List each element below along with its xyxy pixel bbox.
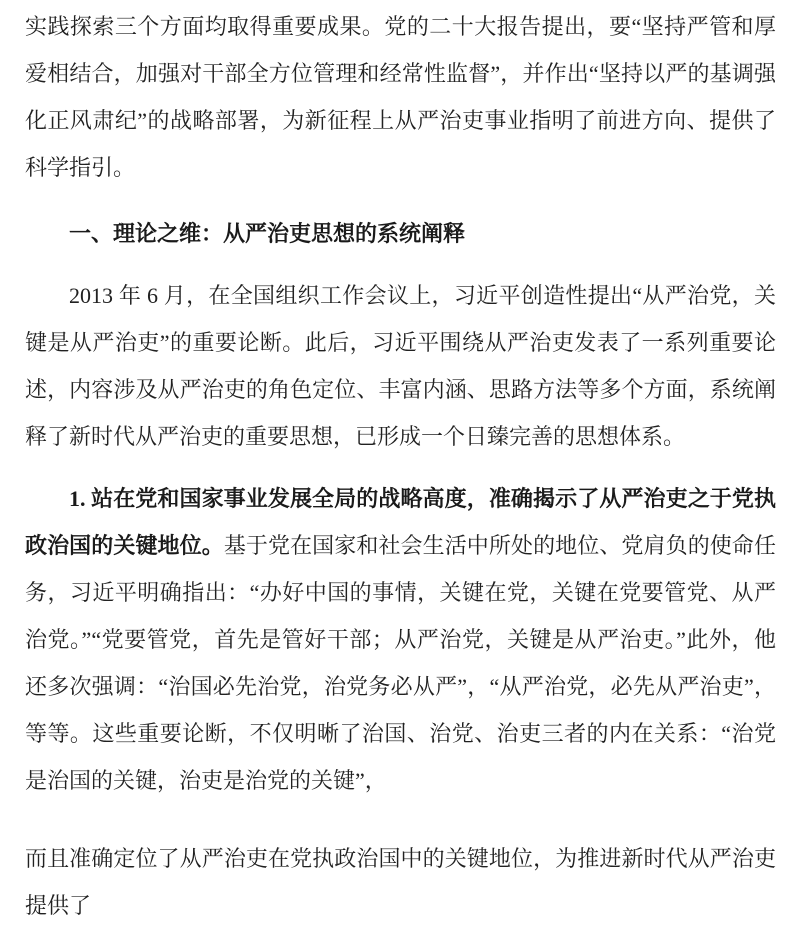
paragraph-point-1: [25, 475, 776, 804]
paragraph-2013-june: 2013 年 6 月，在全国组织工作会议上，习近平创造性提出“从严治党，关键是从严治吏”的重要论断。此后，习近平围绕从严治吏发表了一系列重要论述，内容涉及从严治吏的角色定位、丰富内涵、思路方法等多个方面，系统阐释了新时代从严治吏的重要思想，已形成一个日臻完善的思想体系。: [25, 283, 776, 449]
paragraph-intro-continuation: 实践探索三个方面均取得重要成果。党的二十大报告提出，要“坚持严管和厚爱相结合，加强对干部全方位管理和经常性监督”，并作出“坚持以严的基调强化正风肃纪”的战略部署，为新征程上从严治吏事业指明了前进方向、提供了科学指引。: [25, 14, 776, 180]
section-heading: 一、理论之维：从严治吏思想的系统阐释: [69, 221, 466, 246]
point-1-lead-bold: 1. 站在党和国家事业发展全局的战略高度，准确揭示了从严治吏之于党执政治国的关键地位。: [25, 486, 776, 558]
point-1-body-text: 基于党在国家和社会生活中所处的地位、党肩负的使命任务，习近平明确指出：“办好中国的事情，关键在党，关键在党要管党、从严治党。”“党要管党，首先是管好干部；从严治党，关键是从严治吏。”此外，他还多次强调：“治国必先治党，治党务必从严”，“从严治党，必先从严治吏”，等等。这些重要论断，不仅明晰了治国、治党、治吏三者的内在关系：“治党是治国的关键，治吏是治党的关键”，: [25, 533, 776, 793]
paragraph-next-page-continuation: 而且准确定位了从严治吏在党执政治国中的关键地位，为推进新时代从严治吏提供了: [25, 846, 776, 918]
